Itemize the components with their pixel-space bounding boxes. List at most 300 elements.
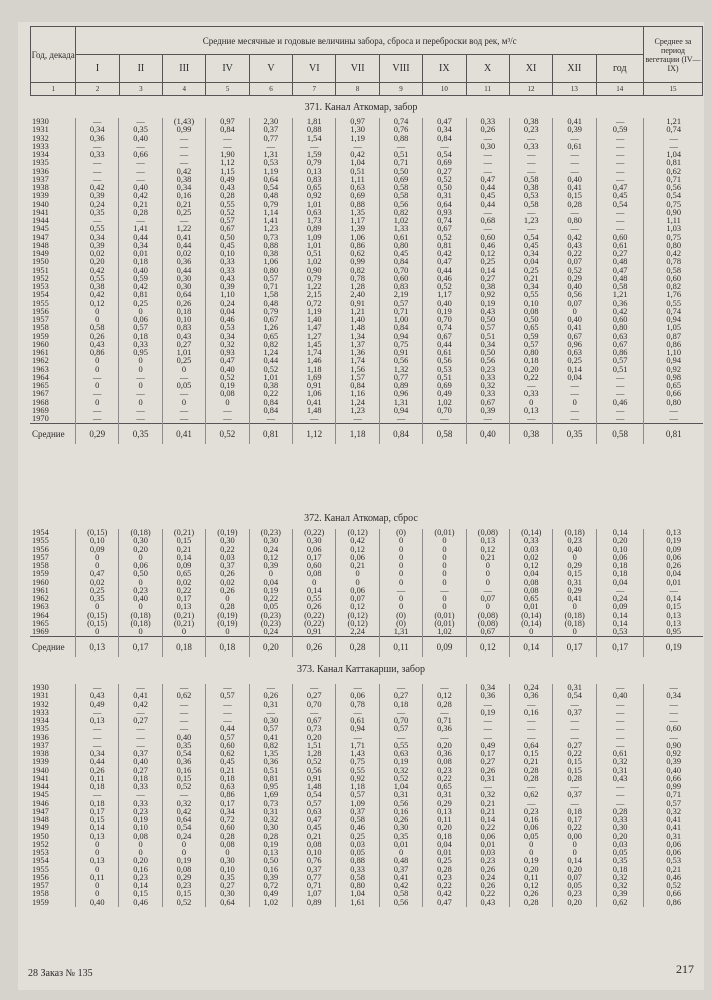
value-cell: 0,86 bbox=[666, 898, 682, 907]
value-cell: — bbox=[119, 407, 162, 415]
value-cell: 0,20 bbox=[119, 857, 162, 865]
value-cell: 0 bbox=[336, 579, 379, 587]
value-cell: — bbox=[75, 684, 118, 692]
value-cell: — bbox=[669, 700, 678, 709]
value-cell: — bbox=[466, 415, 509, 424]
value-cell: 0,07 bbox=[336, 595, 379, 603]
value-cell: 0,31 bbox=[596, 767, 644, 775]
value-cell: 0 bbox=[119, 603, 162, 611]
average-value: 0,26 bbox=[293, 637, 336, 658]
value-cell: — bbox=[293, 143, 336, 151]
value-cell: 0,62 bbox=[666, 167, 682, 176]
value-cell: 0,74 bbox=[666, 307, 682, 316]
year-cell: 1945 bbox=[30, 791, 75, 799]
value-cell: 0,42 bbox=[162, 168, 205, 176]
value-cell: 0,19 bbox=[206, 382, 249, 390]
value-cell: — bbox=[510, 151, 553, 159]
value-cell: — bbox=[75, 118, 118, 126]
year-cell: 1969 bbox=[30, 407, 75, 415]
value-cell: 0 bbox=[206, 595, 249, 603]
value-cell: 0,26 bbox=[206, 587, 249, 595]
value-cell: 0,43 bbox=[596, 775, 644, 783]
value-cell: 0,13 bbox=[666, 529, 682, 537]
year-cell: 1934 bbox=[30, 151, 75, 159]
value-cell: 0,33 bbox=[466, 118, 509, 126]
header-month: I bbox=[76, 55, 119, 83]
value-cell: 0,65 bbox=[510, 324, 553, 332]
value-cell: 0,41 bbox=[553, 595, 596, 603]
value-cell: 0,39 bbox=[466, 407, 509, 415]
value-cell: 0,43 bbox=[75, 692, 118, 700]
value-cell: 0,41 bbox=[553, 118, 596, 126]
table-row bbox=[30, 176, 703, 184]
value-cell: 0,43 bbox=[206, 275, 249, 283]
value-cell: 0,75 bbox=[379, 341, 422, 349]
value-cell: 1,22 bbox=[162, 225, 205, 233]
value-cell: 0,86 bbox=[75, 349, 118, 357]
value-cell: 0,48 bbox=[249, 300, 292, 308]
year-cell: 1949 bbox=[30, 250, 75, 258]
table-row bbox=[30, 529, 703, 537]
year-cell: 1951 bbox=[30, 267, 75, 275]
value-cell: 0,65 bbox=[162, 570, 205, 578]
value-cell: 0,52 bbox=[249, 366, 292, 374]
value-cell: 0,32 bbox=[162, 800, 205, 808]
table-row bbox=[30, 333, 703, 341]
value-cell: 0,86 bbox=[596, 349, 644, 357]
table-row bbox=[30, 833, 703, 841]
table-row bbox=[30, 546, 703, 554]
value-cell: 0,18 bbox=[596, 570, 644, 578]
value-cell: 0,84 bbox=[206, 126, 249, 134]
table-row bbox=[30, 341, 703, 349]
value-cell: 0,28 bbox=[206, 833, 249, 841]
value-cell: 0,30 bbox=[162, 283, 205, 291]
average-row bbox=[30, 424, 703, 445]
section-title: 371. Канал Аткомар, забор bbox=[304, 102, 418, 113]
value-cell: 0,65 bbox=[510, 595, 553, 603]
value-cell: 0,37 bbox=[249, 126, 292, 134]
value-cell: 0,75 bbox=[666, 233, 682, 242]
value-cell: 0,14 bbox=[596, 620, 644, 628]
value-cell: 0,47 bbox=[466, 176, 509, 184]
value-cell: 0 bbox=[423, 554, 466, 562]
value-cell: 1,00 bbox=[379, 316, 422, 324]
value-cell: — bbox=[423, 143, 466, 151]
value-cell: 0,18 bbox=[423, 833, 466, 841]
value-cell: 0,56 bbox=[293, 767, 336, 775]
value-cell: 0,60 bbox=[206, 742, 249, 750]
value-cell: 0,04 bbox=[510, 258, 553, 266]
value-cell: 0,02 bbox=[75, 250, 118, 258]
value-cell: 0,66 bbox=[666, 890, 682, 899]
value-cell: 0,43 bbox=[466, 308, 509, 316]
value-cell: 0,41 bbox=[379, 874, 422, 882]
value-cell: 0,40 bbox=[553, 546, 596, 554]
value-cell: 0,54 bbox=[666, 192, 682, 201]
value-cell: 0 bbox=[510, 849, 553, 857]
value-cell: 0,80 bbox=[553, 217, 596, 225]
value-cell: 1,16 bbox=[336, 390, 379, 398]
value-cell: 0,21 bbox=[466, 800, 509, 808]
value-cell: 0,80 bbox=[379, 242, 422, 250]
value-cell: 0,23 bbox=[510, 808, 553, 816]
value-cell: 0,56 bbox=[666, 184, 682, 192]
value-cell: 1,17 bbox=[336, 217, 379, 225]
value-cell: 0,57 bbox=[249, 725, 292, 733]
value-cell: 0,50 bbox=[206, 234, 249, 242]
value-cell: 0,42 bbox=[119, 283, 162, 291]
year-cell: 1956 bbox=[30, 546, 75, 554]
value-cell: 0,06 bbox=[119, 562, 162, 570]
value-cell: 0,46 bbox=[596, 399, 644, 407]
average-value: 0,28 bbox=[336, 637, 379, 658]
value-cell: 0,58 bbox=[510, 201, 553, 209]
value-cell: 0,23 bbox=[119, 808, 162, 816]
value-cell: 0,32 bbox=[596, 882, 644, 890]
header-month: IX bbox=[423, 55, 466, 83]
page-number: 217 bbox=[676, 962, 694, 976]
value-cell: 0,02 bbox=[162, 579, 205, 587]
value-cell: — bbox=[162, 415, 205, 424]
value-cell: — bbox=[466, 783, 509, 791]
value-cell: 0,20 bbox=[423, 742, 466, 750]
value-cell: 0,21 bbox=[666, 865, 682, 874]
value-cell: 0,71 bbox=[379, 308, 422, 316]
value-cell: — bbox=[75, 390, 118, 398]
value-cell: 1,01 bbox=[293, 201, 336, 209]
value-cell: 0,14 bbox=[119, 882, 162, 890]
value-cell: 0,05 bbox=[162, 382, 205, 390]
value-cell: 0,31 bbox=[379, 791, 422, 799]
value-cell: 0,44 bbox=[206, 725, 249, 733]
value-cell: 0,60 bbox=[596, 234, 644, 242]
value-cell: 0,46 bbox=[666, 873, 682, 882]
year-cell: 1944 bbox=[30, 783, 75, 791]
value-cell: 0,37 bbox=[293, 866, 336, 874]
table-row bbox=[30, 692, 703, 700]
value-cell: 0,40 bbox=[553, 316, 596, 324]
average-value: 0,18 bbox=[162, 637, 205, 658]
value-cell: 0,29 bbox=[553, 562, 596, 570]
value-cell: 0,42 bbox=[336, 151, 379, 159]
value-cell: (0,18) bbox=[119, 620, 162, 628]
value-cell: 1,07 bbox=[293, 890, 336, 898]
value-cell: 0,92 bbox=[666, 365, 682, 374]
value-cell: 0,25 bbox=[336, 833, 379, 841]
year-cell: 1941 bbox=[30, 775, 75, 783]
value-cell: 0,50 bbox=[466, 349, 509, 357]
value-cell: 0,61 bbox=[423, 349, 466, 357]
value-cell: 0,70 bbox=[379, 717, 422, 725]
value-cell: 0,71 bbox=[666, 791, 682, 800]
value-cell: (0,21) bbox=[162, 612, 205, 620]
value-cell: 0,89 bbox=[379, 382, 422, 390]
value-cell: 0,44 bbox=[75, 758, 118, 766]
average-value: 0,58 bbox=[596, 424, 644, 445]
value-cell: 0,33 bbox=[510, 390, 553, 398]
value-cell: — bbox=[596, 217, 644, 225]
value-cell: 0,95 bbox=[249, 783, 292, 791]
value-cell: — bbox=[336, 143, 379, 151]
value-cell: 1,31 bbox=[379, 399, 422, 407]
year-cell: 1933 bbox=[30, 143, 75, 151]
value-cell: 0,25 bbox=[510, 267, 553, 275]
value-cell: — bbox=[596, 800, 644, 808]
value-cell: 0,22 bbox=[249, 390, 292, 398]
value-cell: 0,41 bbox=[666, 824, 682, 833]
year-cell: 1948 bbox=[30, 816, 75, 824]
value-cell: 0,33 bbox=[119, 783, 162, 791]
value-cell: 0,14 bbox=[553, 366, 596, 374]
average-value: 0,84 bbox=[379, 424, 422, 445]
value-cell: 0,36 bbox=[423, 725, 466, 733]
value-cell: — bbox=[379, 734, 422, 742]
table-row bbox=[30, 767, 703, 775]
value-cell: 0 bbox=[553, 308, 596, 316]
value-cell: 0,26 bbox=[510, 890, 553, 898]
table-row bbox=[30, 899, 703, 907]
table-row bbox=[30, 366, 703, 374]
value-cell: 0,13 bbox=[162, 603, 205, 611]
value-cell: 0,27 bbox=[423, 168, 466, 176]
value-cell: 0,10 bbox=[596, 546, 644, 554]
value-cell: 0,98 bbox=[666, 373, 682, 382]
year-cell: 1959 bbox=[30, 899, 75, 907]
value-cell: 0,20 bbox=[510, 866, 553, 874]
value-cell: 1,04 bbox=[336, 890, 379, 898]
value-cell: (0,23) bbox=[249, 529, 292, 537]
header-month: VIII bbox=[379, 55, 422, 83]
value-cell: — bbox=[596, 791, 644, 799]
year-cell: 1944 bbox=[30, 217, 75, 225]
value-cell: 0,50 bbox=[249, 857, 292, 865]
value-cell: 0,29 bbox=[553, 587, 596, 595]
value-cell: — bbox=[119, 217, 162, 225]
year-cell: 1963 bbox=[30, 603, 75, 611]
value-cell: 0,32 bbox=[249, 816, 292, 824]
value-cell: 0,84 bbox=[336, 382, 379, 390]
value-cell: 0,49 bbox=[206, 176, 249, 184]
value-cell: 1,23 bbox=[249, 225, 292, 233]
value-cell: 0,37 bbox=[379, 866, 422, 874]
value-cell: 0,41 bbox=[666, 816, 682, 824]
value-cell: 0,62 bbox=[206, 750, 249, 758]
value-cell: 0,90 bbox=[666, 741, 682, 750]
value-cell: 0,35 bbox=[75, 209, 118, 217]
year-cell: 1940 bbox=[30, 767, 75, 775]
value-cell: 0,99 bbox=[336, 258, 379, 266]
value-cell: 1,69 bbox=[249, 791, 292, 799]
value-cell: 0,55 bbox=[75, 225, 118, 233]
data-table bbox=[30, 118, 703, 444]
value-cell: 0,14 bbox=[466, 816, 509, 824]
value-cell: 1,09 bbox=[293, 234, 336, 242]
value-cell: 0 bbox=[119, 841, 162, 849]
value-cell: — bbox=[596, 118, 644, 126]
value-cell: 0,55 bbox=[666, 299, 682, 308]
value-cell: — bbox=[596, 725, 644, 733]
value-cell: 0,80 bbox=[596, 324, 644, 332]
year-cell: 1947 bbox=[30, 808, 75, 816]
value-cell: 0,53 bbox=[510, 192, 553, 200]
value-cell: 0,86 bbox=[206, 791, 249, 799]
value-cell: — bbox=[423, 415, 466, 424]
value-cell: 1,54 bbox=[293, 135, 336, 143]
value-cell: 0,42 bbox=[379, 882, 422, 890]
value-cell: 1,02 bbox=[423, 399, 466, 407]
value-cell: — bbox=[553, 725, 596, 733]
value-cell: 1,23 bbox=[510, 217, 553, 225]
table-row bbox=[30, 209, 703, 217]
value-cell: — bbox=[596, 415, 644, 424]
average-value: 0,17 bbox=[553, 637, 596, 658]
value-cell: 0,20 bbox=[423, 824, 466, 832]
value-cell: 0,33 bbox=[206, 258, 249, 266]
value-cell: (0,08) bbox=[466, 529, 509, 537]
value-cell: 0 bbox=[119, 357, 162, 365]
value-cell: 0,42 bbox=[162, 808, 205, 816]
average-row bbox=[30, 637, 703, 658]
value-cell: (0,15) bbox=[75, 612, 118, 620]
average-value: 0,58 bbox=[423, 424, 466, 445]
year-cell: 1939 bbox=[30, 192, 75, 200]
table-row bbox=[30, 620, 703, 628]
value-cell: 0,39 bbox=[249, 562, 292, 570]
value-cell: 0,56 bbox=[379, 201, 422, 209]
value-cell: 0,56 bbox=[466, 357, 509, 365]
value-cell: — bbox=[669, 733, 678, 742]
value-cell: 0,08 bbox=[510, 587, 553, 595]
value-cell: 0,64 bbox=[510, 742, 553, 750]
year-cell: 1960 bbox=[30, 341, 75, 349]
value-cell: 0,11 bbox=[423, 816, 466, 824]
value-cell: 0,13 bbox=[466, 537, 509, 545]
value-cell: 0 bbox=[75, 890, 118, 898]
value-cell: — bbox=[510, 168, 553, 176]
value-cell: 0,06 bbox=[336, 554, 379, 562]
value-cell: 0,31 bbox=[249, 701, 292, 709]
year-cell: 1931 bbox=[30, 692, 75, 700]
value-cell: 0,39 bbox=[75, 192, 118, 200]
value-cell: 0,92 bbox=[336, 775, 379, 783]
value-cell: 0,23 bbox=[119, 874, 162, 882]
value-cell: — bbox=[75, 725, 118, 733]
value-cell: 1,48 bbox=[293, 783, 336, 791]
value-cell: 0,18 bbox=[75, 783, 118, 791]
value-cell: (0,22) bbox=[293, 529, 336, 537]
value-cell: 0,31 bbox=[423, 192, 466, 200]
year-cell: 1965 bbox=[30, 620, 75, 628]
value-cell: 0,26 bbox=[666, 562, 682, 570]
year-cell: 1948 bbox=[30, 242, 75, 250]
value-cell: 0,91 bbox=[379, 349, 422, 357]
value-cell: 0,71 bbox=[293, 882, 336, 890]
value-cell: 0,16 bbox=[119, 866, 162, 874]
value-cell: 0,84 bbox=[379, 324, 422, 332]
value-cell: 0,14 bbox=[596, 529, 644, 537]
table-row bbox=[30, 742, 703, 750]
table-row bbox=[30, 382, 703, 390]
value-cell: 0,57 bbox=[596, 357, 644, 365]
value-cell: 0,75 bbox=[666, 200, 682, 209]
value-cell: 0,91 bbox=[293, 382, 336, 390]
table-row bbox=[30, 407, 703, 415]
value-cell: 0,39 bbox=[553, 126, 596, 134]
value-cell: 0,45 bbox=[206, 758, 249, 766]
value-cell: 0,08 bbox=[510, 308, 553, 316]
value-cell: 0,33 bbox=[119, 341, 162, 349]
value-cell: 0,88 bbox=[336, 201, 379, 209]
average-value: 0,12 bbox=[466, 637, 509, 658]
value-cell: — bbox=[596, 151, 644, 159]
value-cell: 0,30 bbox=[466, 143, 509, 151]
value-cell: 0,19 bbox=[249, 587, 292, 595]
value-cell: 0,23 bbox=[553, 537, 596, 545]
value-cell: 0,38 bbox=[249, 382, 292, 390]
value-cell: 0,19 bbox=[379, 758, 422, 766]
value-cell: 0,61 bbox=[336, 717, 379, 725]
value-cell: 0,12 bbox=[466, 250, 509, 258]
header-column-number: 3 bbox=[119, 83, 162, 96]
value-cell: — bbox=[206, 709, 249, 717]
value-cell: 0,67 bbox=[596, 341, 644, 349]
value-cell: 0,19 bbox=[119, 816, 162, 824]
value-cell: (0,12) bbox=[336, 529, 379, 537]
value-cell: 0 bbox=[119, 579, 162, 587]
value-cell: 0,37 bbox=[119, 750, 162, 758]
value-cell: 0,23 bbox=[553, 890, 596, 898]
value-cell: 0,32 bbox=[379, 767, 422, 775]
table-row bbox=[30, 192, 703, 200]
average-value: 1,18 bbox=[336, 424, 379, 445]
table-row bbox=[30, 874, 703, 882]
value-cell: 0,43 bbox=[466, 899, 509, 907]
value-cell: 0,03 bbox=[336, 841, 379, 849]
header-vegetation: Среднее за период вегетации (IV—IX) bbox=[644, 27, 703, 83]
year-cell: 1960 bbox=[30, 579, 75, 587]
value-cell: 0,66 bbox=[119, 151, 162, 159]
value-cell: 0,77 bbox=[249, 135, 292, 143]
value-cell: 0,57 bbox=[379, 725, 422, 733]
year-cell: 1953 bbox=[30, 283, 75, 291]
value-cell: 0 bbox=[75, 308, 118, 316]
value-cell: 0,71 bbox=[423, 717, 466, 725]
value-cell: 0,27 bbox=[379, 692, 422, 700]
value-cell: — bbox=[293, 415, 336, 424]
value-cell: 0,15 bbox=[510, 750, 553, 758]
value-cell: 1,81 bbox=[293, 118, 336, 126]
value-cell: 0,67 bbox=[249, 316, 292, 324]
value-cell: 1,69 bbox=[293, 374, 336, 382]
value-cell: 0,58 bbox=[75, 324, 118, 332]
value-cell: 0,79 bbox=[249, 201, 292, 209]
value-cell: (1,43) bbox=[162, 118, 205, 126]
value-cell: 0,10 bbox=[206, 250, 249, 258]
value-cell: 0,63 bbox=[553, 349, 596, 357]
header-column-number: 10 bbox=[423, 83, 466, 96]
value-cell: 0,06 bbox=[119, 316, 162, 324]
value-cell: 0,52 bbox=[162, 783, 205, 791]
value-cell: 0,14 bbox=[75, 824, 118, 832]
value-cell: 0,35 bbox=[119, 126, 162, 134]
value-cell: 0,58 bbox=[666, 266, 682, 275]
value-cell: 0,03 bbox=[466, 849, 509, 857]
header-month: XI bbox=[509, 55, 552, 83]
value-cell: 0,38 bbox=[510, 118, 553, 126]
value-cell: 0 bbox=[379, 537, 422, 545]
value-cell: 0 bbox=[119, 366, 162, 374]
